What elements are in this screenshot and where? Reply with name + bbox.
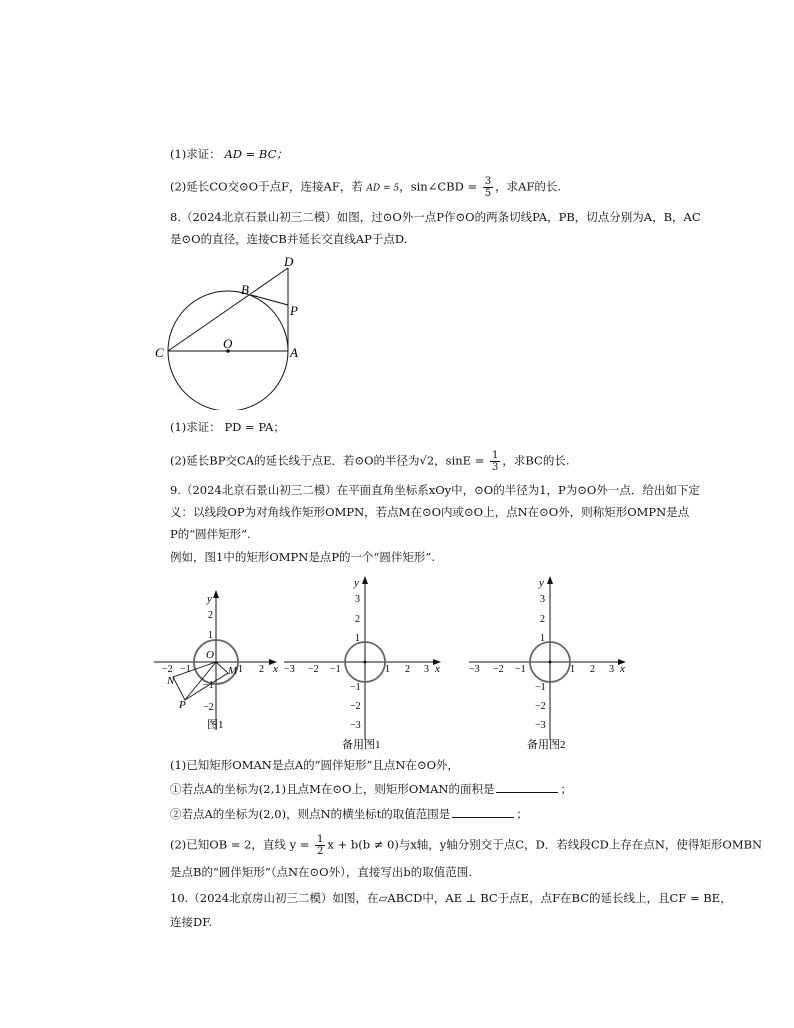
tick-y-3: 3 [355,594,360,605]
tangent-pb [251,295,288,305]
tick-y-m1: −1 [535,682,546,693]
q8-circle-figure [150,250,310,410]
tick-y-m1: −1 [350,682,361,693]
tick-y-m3: −3 [535,720,546,731]
tick-x-m2: −2 [493,664,504,675]
q9-part1-b: ②若点A的坐标为(2,0)，则点N的横坐标t的取值范围是 ； [170,807,528,821]
label-N: N [167,675,175,687]
fraction-3-5: $\frac{3}{5}$ [484,176,492,199]
tick-y-1: 1 [540,633,545,644]
tick-x-m2: −2 [162,664,173,675]
y-axis-label: y [354,577,359,589]
tick-x-m1: −1 [330,664,341,675]
label-P: P [290,303,298,318]
spare2-caption: 备用图2 [527,739,566,751]
q9-line1: 9.（2024北京石景山初三二模）在平面直角坐标系xOy中，⊙O的半径为1，P为⊙O外一点．给出如下定 [170,483,700,497]
label-A: A [290,345,298,360]
tick-x-m1: −1 [515,664,526,675]
q9-part2-line2: 是点B的“圆伴矩形”（点N在⊙O外），直接写出b的取值范围. [170,865,472,879]
tick-x-2: 2 [405,664,410,675]
q9-part1-intro: (1)已知矩形OMAN是点A的“圆伴矩形”且点N在⊙O外， [170,758,460,772]
tick-y-m2: −2 [203,702,214,713]
q8-line1: 8.（2024北京石景山初三二模）如图，过⊙O外一点P作⊙O的两条切线PA，PB，切点分别为A，B，AC [170,210,701,224]
q9-part1-a: ①若点A的坐标为(2,1)且点M在⊙O上，则矩形OMAN的面积是 ； [170,782,572,796]
tick-y-1: 1 [208,630,213,641]
y-arrow [362,576,368,584]
label-O: O [223,336,233,351]
tick-x-m3: −3 [284,664,295,675]
q7-part2: (2)延长CO交⊙O于点F，连接AF，若 AD = 5，sin∠CBD = $\frac{3}{5}$ ，求AF的长. [170,176,562,199]
origin-dot [549,661,552,664]
label-O: O [206,649,214,661]
tick-x-m2: −2 [308,664,319,675]
q10-line2: 连接DF. [170,915,213,929]
q7-part1: (1)求证： AD = BC； [170,147,288,161]
q9-line3: P的“圆伴矩形”. [170,527,251,541]
fraction-1-2: $\frac{1}{2}$ [317,834,324,857]
tick-y-2: 2 [208,610,213,621]
tick-x-m3: −3 [469,664,480,675]
tick-y-3: 3 [540,594,545,605]
tick-x-3: 3 [424,664,429,675]
tick-x-1: 1 [238,664,243,675]
q8-line2: 是⊙O的直径，连接CB并延长交直线AP于点D. [170,232,408,246]
tick-x-1: 1 [385,664,390,675]
label-B: B [241,282,249,297]
q9-line4: 例如，图1中的矩形OMPN是点P的一个“圆伴矩形”. [170,550,435,564]
fig1-caption: 图1 [207,719,224,731]
q8-part1: (1)求证： PD = PA； [170,420,285,434]
tick-y-2: 2 [355,614,360,625]
label-P: P [179,699,186,711]
tick-y-m2: −2 [350,701,361,712]
tick-y-m2: −2 [535,701,546,712]
x-axis-label: x [273,663,278,675]
tick-x-2: 2 [259,664,264,675]
answer-blank[interactable] [496,782,558,793]
y-arrow [547,576,553,584]
tick-y-m3: −3 [350,720,361,731]
y-arrow [213,590,219,598]
origin-dot [364,661,367,664]
fraction-1-3: $\frac{1}{3}$ [492,450,499,473]
label-C: C [155,345,164,360]
tick-x-m1: −1 [180,664,191,675]
q9-figure1 [150,588,290,736]
label-M: M [228,665,238,677]
spare1-caption: 备用图1 [342,739,381,751]
tick-x-3: 3 [609,664,614,675]
q9-spare-figure1 [280,572,450,752]
q10-line1: 10.（2024北京房山初三二模）如图，在▱ABCD中，AE ⊥ BC于点E，点F在BC的延长线上，且CF = BE， [170,891,732,905]
q8-part2: (2)延长BP交CA的延长线于点E．若⊙O的半径为√2，sinE = $\frac{1}{3}$ ，求BC的长. [170,450,570,473]
tick-x-2: 2 [590,664,595,675]
label-D: D [284,254,294,269]
tick-x-1: 1 [570,664,575,675]
x-axis-label: x [620,663,625,675]
answer-blank[interactable] [452,807,514,818]
q9-spare-figure2 [465,572,635,752]
q9-part2: (2)已知OB = 2，直线 y = $\frac{1}{2}$ x + b(b ≠ 0)与x轴，y轴分别交于点C，D．若线段CD上存在点N，使得矩形OMBN [170,834,763,857]
q9-line2: 义：以线段OP为对角线作矩形OMPN，若点M在⊙O内或⊙O上，点N在⊙O外，则称矩形OMPN是点 [170,505,690,519]
y-axis-label: y [539,577,544,589]
tick-y-2: 2 [540,614,545,625]
y-axis-label: y [207,593,212,605]
x-axis-label: x [435,663,440,675]
tick-y-1: 1 [355,633,360,644]
tick-y-m1: −1 [203,680,214,691]
